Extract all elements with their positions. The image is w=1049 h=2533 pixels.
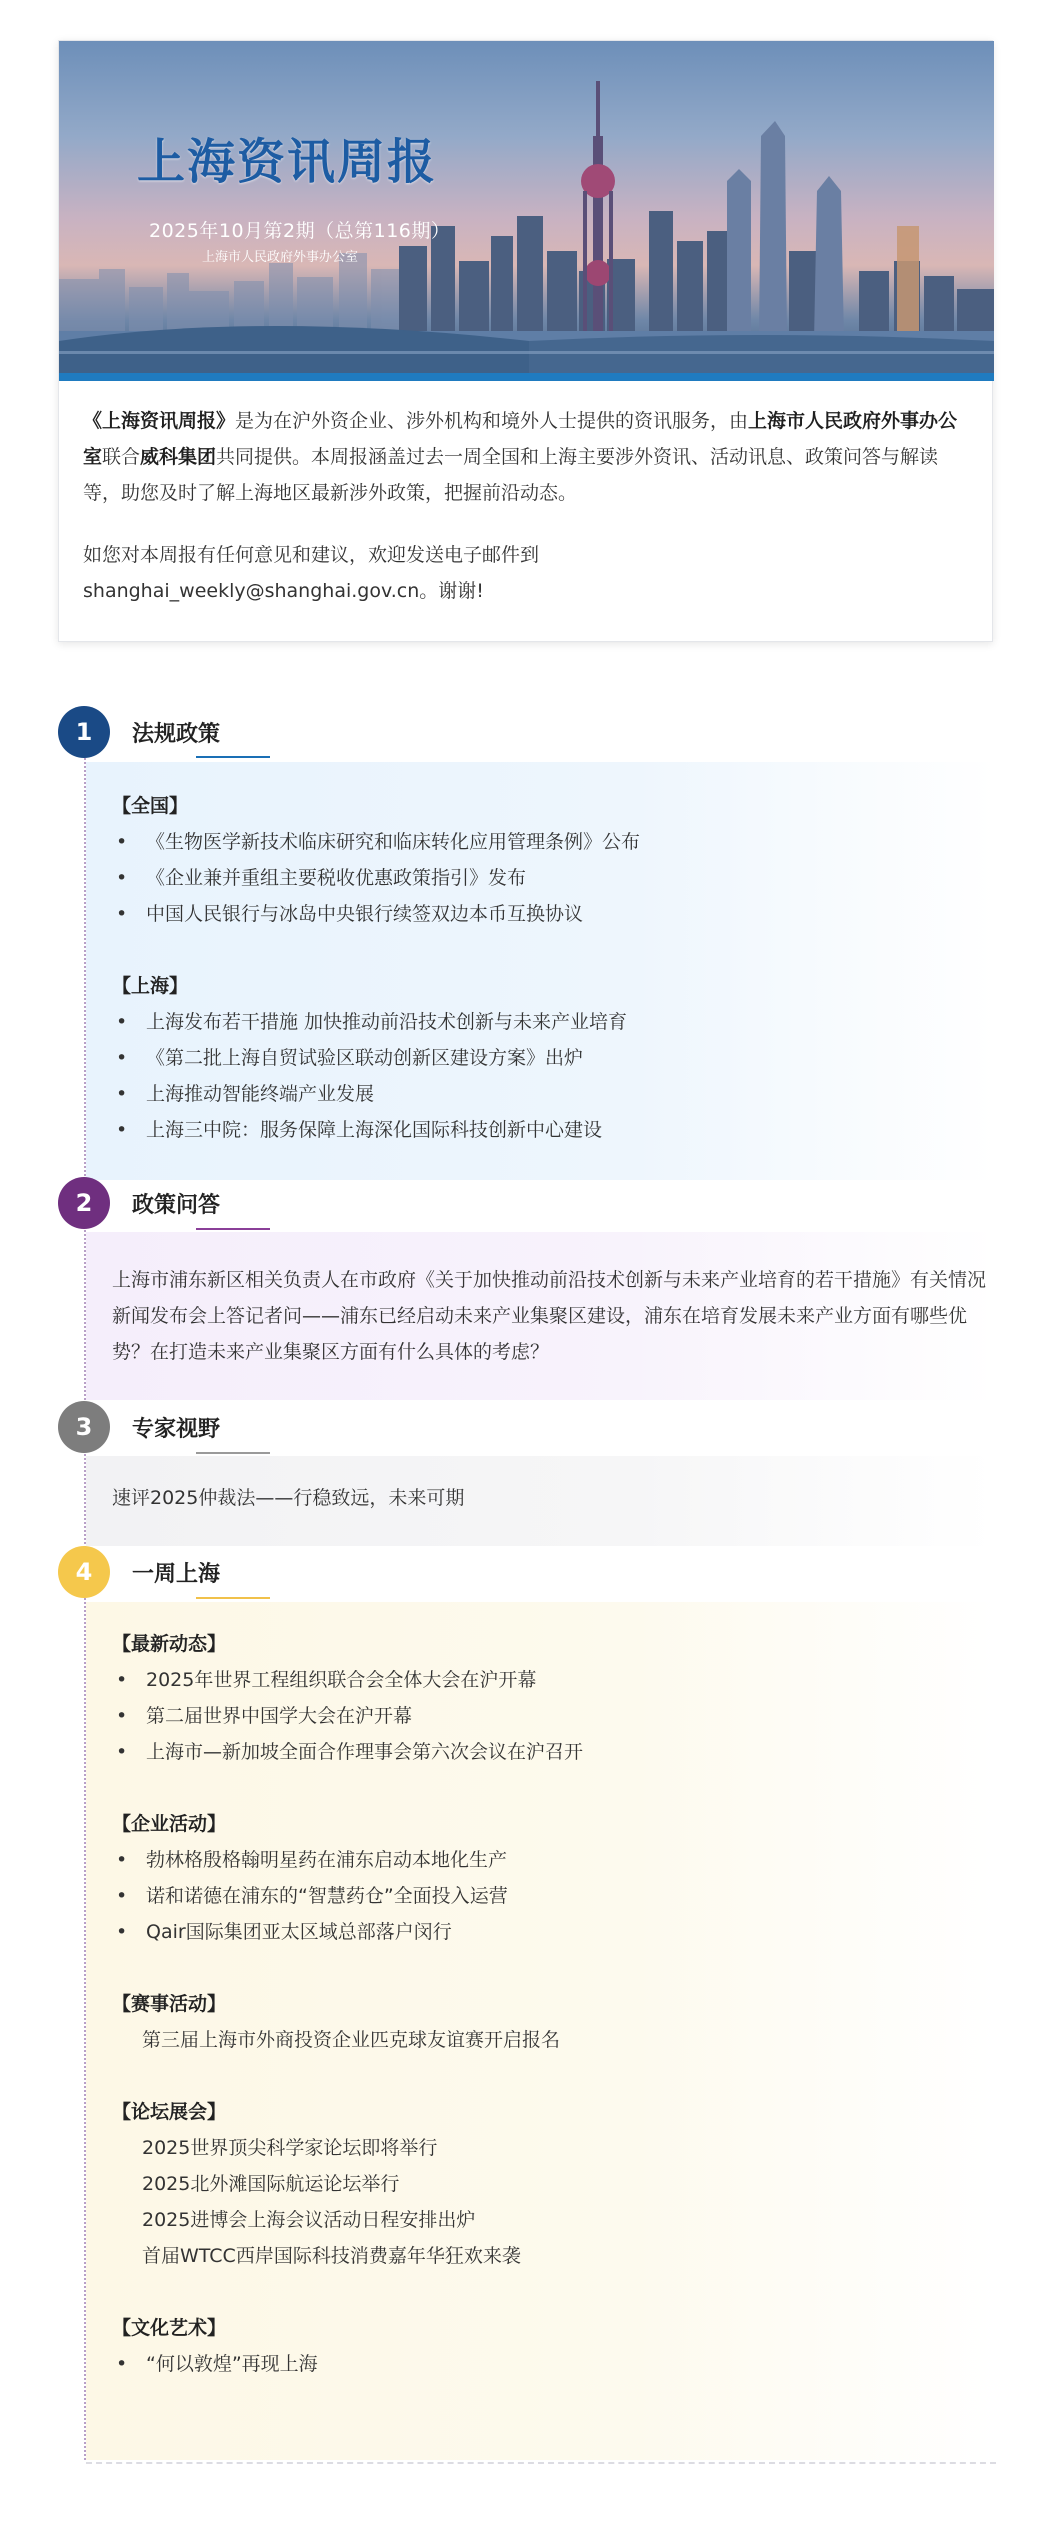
intro-bold-run: 威科集团 bbox=[140, 446, 217, 468]
news-link[interactable]: • 上海三中院：服务保障上海深化国际科技创新中心建设 bbox=[112, 1112, 992, 1148]
group-label: 【文化艺术】 bbox=[112, 2317, 227, 2339]
section-number-badge: 1 bbox=[58, 706, 110, 758]
group-label: 【论坛展会】 bbox=[112, 2101, 227, 2123]
news-link[interactable]: • 《企业兼并重组主要税收优惠政策指引》发布 bbox=[112, 860, 992, 896]
news-link[interactable]: 2025进博会上海会议活动日程安排出炉 bbox=[142, 2209, 476, 2231]
section-title: 专家视野 bbox=[132, 1416, 221, 1442]
contact-email[interactable]: shanghai_weekly@shanghai.gov.cn。谢谢! bbox=[83, 580, 484, 602]
skyline-illustration bbox=[59, 41, 994, 381]
news-link[interactable]: • 《第二批上海自贸试验区联动创新区建设方案》出炉 bbox=[112, 1040, 992, 1076]
news-link[interactable]: 第三届上海市外商投资企业匹克球友谊赛开启报名 bbox=[142, 2029, 561, 2051]
section-2-header bbox=[58, 1177, 220, 1229]
section-title: 一周上海 bbox=[132, 1561, 221, 1587]
section-1-underline bbox=[196, 756, 270, 758]
news-link[interactable]: • Qair国际集团亚太区域总部落户闵行 bbox=[112, 1914, 992, 1950]
intro-paragraph-2 bbox=[83, 537, 973, 609]
group-label: 【企业活动】 bbox=[112, 1813, 227, 1835]
intro-text-run: 是为在沪外资企业、涉外机构和境外人士提供的资讯服务，由 bbox=[235, 410, 749, 432]
news-link[interactable]: • “何以敦煌”再现上海 bbox=[112, 2346, 992, 2382]
section-4-underline bbox=[196, 1597, 270, 1599]
news-link[interactable]: • 中国人民银行与冰岛中央银行续签双边本币互换协议 bbox=[112, 896, 992, 932]
section-3-header bbox=[58, 1401, 220, 1453]
group-label: 【赛事活动】 bbox=[112, 1993, 227, 2015]
section-2-underline bbox=[196, 1228, 270, 1230]
section-title: 法规政策 bbox=[132, 721, 221, 747]
intro-bold-run: 《上海资讯周报》 bbox=[83, 410, 236, 432]
group-label: 【最新动态】 bbox=[112, 1633, 227, 1655]
intro-text bbox=[83, 403, 973, 609]
section-4-header bbox=[58, 1546, 220, 1598]
banner-bottom-bar bbox=[59, 373, 994, 381]
section-2-panel bbox=[86, 1232, 996, 1400]
group-label: 【全国】 bbox=[112, 795, 189, 817]
news-link[interactable]: • 上海市—新加坡全面合作理事会第六次会议在沪召开 bbox=[112, 1734, 992, 1770]
news-link[interactable]: • 上海推动智能终端产业发展 bbox=[112, 1076, 992, 1112]
intro-text-run: 共同提供。本周报涵盖过去一周全国和上海主要涉外资讯、活动讯息、政策问答与解读等，助您及时了解上海地区最新涉外政策，把握前沿动态。 bbox=[83, 446, 939, 504]
section-4-content bbox=[112, 1626, 992, 2382]
section-number-badge: 2 bbox=[58, 1177, 110, 1229]
section-1-panel bbox=[86, 762, 996, 1180]
section-3-panel bbox=[86, 1456, 996, 1546]
intro-contact-line: 如您对本周报有任何意见和建议，欢迎发送电子邮件到 bbox=[83, 544, 540, 566]
section-2-content bbox=[112, 1262, 994, 1370]
news-link[interactable]: • 上海发布若干措施 加快推动前沿技术创新与未来产业培育 bbox=[112, 1004, 992, 1040]
section-3-content bbox=[112, 1480, 992, 1516]
section-number-badge: 4 bbox=[58, 1546, 110, 1598]
section-title: 政策问答 bbox=[132, 1192, 221, 1218]
qa-link[interactable]: 上海市浦东新区相关负责人在市政府《关于加快推动前沿技术创新与未来产业培育的若干措施》有关情况新闻发布会上答记者问——浦东已经启动未来产业集聚区建设，浦东在培育发展未来产业方面有哪些优势？在打造未来产业集聚区方面有什么具体的考虑？ bbox=[112, 1269, 987, 1363]
section-1-content bbox=[112, 788, 992, 1148]
banner-image bbox=[59, 41, 994, 381]
section-number-badge: 3 bbox=[58, 1401, 110, 1453]
bottom-divider bbox=[86, 2462, 996, 2464]
news-link[interactable]: 2025世界顶尖科学家论坛即将举行 bbox=[142, 2137, 438, 2159]
news-link[interactable]: 首届WTCC西岸国际科技消费嘉年华狂欢来袭 bbox=[142, 2245, 521, 2267]
news-link[interactable]: 2025北外滩国际航运论坛举行 bbox=[142, 2173, 400, 2195]
banner-title: 上海资讯周报 bbox=[137, 134, 438, 190]
group-label: 【上海】 bbox=[112, 975, 189, 997]
publisher-org: 上海市人民政府外事办公室 bbox=[202, 250, 359, 265]
section-1-header bbox=[58, 706, 220, 758]
tower bbox=[581, 81, 615, 341]
intro-paragraph-1 bbox=[83, 403, 973, 511]
intro-text-run: 联合 bbox=[102, 446, 141, 468]
news-link[interactable]: • 诺和诺德在浦东的“智慧药仓”全面投入运营 bbox=[112, 1878, 992, 1914]
section-4-panel bbox=[86, 1602, 996, 2460]
expert-article-link[interactable]: 速评2025仲裁法——行稳致远，未来可期 bbox=[112, 1487, 465, 1509]
news-link[interactable]: • 勃林格殷格翰明星药在浦东启动本地化生产 bbox=[112, 1842, 992, 1878]
news-link[interactable]: • 2025年世界工程组织联合会全体大会在沪开幕 bbox=[112, 1662, 992, 1698]
header-card bbox=[58, 40, 993, 642]
news-link[interactable]: • 《生物医学新技术临床研究和临床转化应用管理条例》公布 bbox=[112, 824, 992, 860]
issue-number: 2025年10月第2期（总第116期） bbox=[149, 220, 451, 242]
section-3-underline bbox=[196, 1452, 270, 1454]
news-link[interactable]: • 第二届世界中国学大会在沪开幕 bbox=[112, 1698, 992, 1734]
intro-bold-run: 上海市人民政府外事办公室 bbox=[83, 410, 958, 468]
